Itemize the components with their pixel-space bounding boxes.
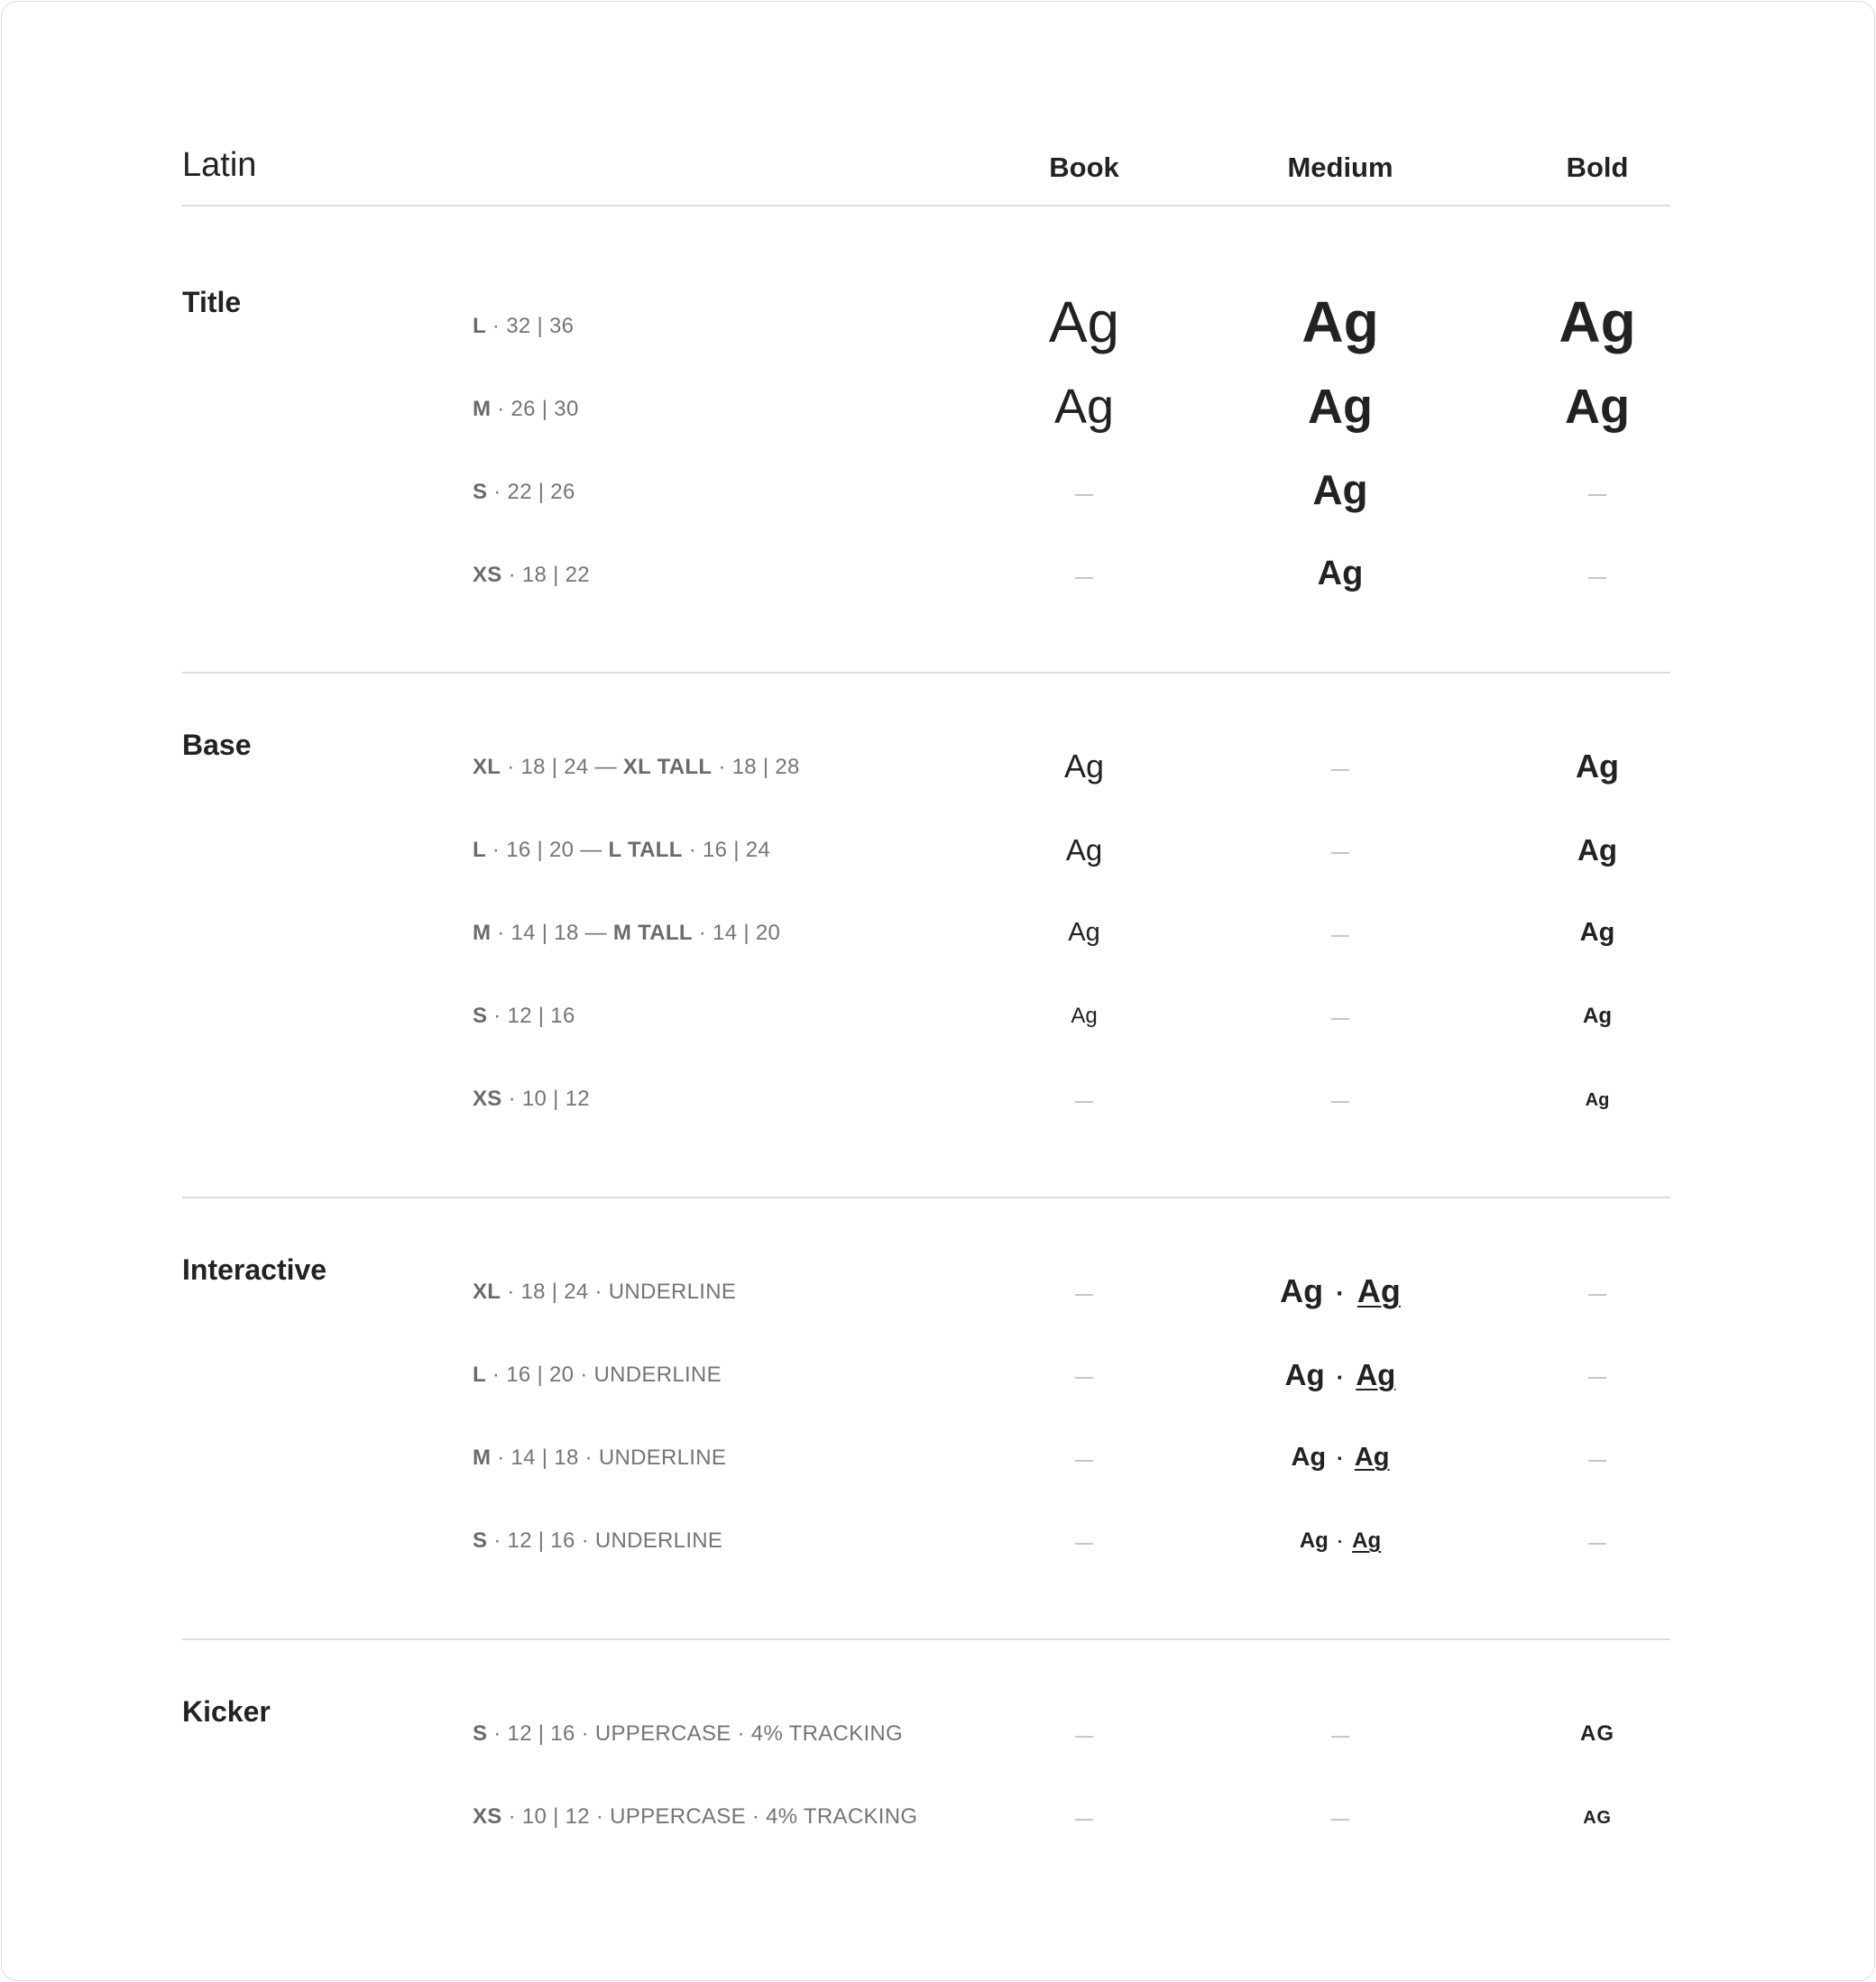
size-spec — [473, 397, 579, 422]
sample-book — [958, 577, 1210, 579]
size-metrics: · 12 | 16 · UPPERCASE · 4% TRACKING — [487, 1721, 904, 1746]
not-available-dash — [1075, 577, 1093, 579]
size-metrics: · 12 | 16 · UNDERLINE — [487, 1528, 723, 1553]
script-title: Latin — [182, 146, 257, 184]
sample-bold — [1471, 1377, 1724, 1379]
sample-bold — [1471, 1091, 1724, 1109]
size-label: M — [473, 397, 492, 421]
size-label: XS — [473, 1804, 502, 1829]
sample-bold — [1471, 1460, 1724, 1462]
size-spec — [473, 314, 574, 339]
sample-book — [958, 1377, 1210, 1379]
specimen-glyphs: Ag — [1565, 379, 1630, 434]
size-spec — [473, 1004, 575, 1029]
not-available-dash — [1588, 1294, 1606, 1296]
not-available-dash — [1075, 494, 1093, 496]
tall-size-metrics: · 16 | 24 — [682, 838, 771, 862]
section-title: Interactive — [182, 1253, 327, 1286]
section-title: Kicker — [182, 1695, 271, 1728]
sample-book — [958, 379, 1210, 434]
sample-medium — [1214, 1018, 1467, 1020]
sample-medium — [1214, 1530, 1467, 1552]
sample-medium — [1214, 1819, 1467, 1821]
size-label: M — [473, 1445, 492, 1470]
sample-book — [958, 832, 1210, 867]
not-available-dash — [1331, 1018, 1349, 1020]
specimen-glyphs: Ag — [1053, 379, 1115, 434]
size-metrics: · 14 | 18 — — [491, 921, 613, 945]
tall-size-metrics: · 18 | 28 — [712, 755, 800, 779]
size-label: XS — [473, 563, 502, 587]
not-available-dash — [1331, 1736, 1349, 1738]
specimen-glyphs: Ag — [1301, 289, 1379, 355]
column-header-medium: Medium — [1287, 151, 1393, 183]
sample-book — [958, 1543, 1210, 1545]
not-available-dash — [1075, 1101, 1093, 1103]
not-available-dash — [1075, 1294, 1093, 1296]
specimen-glyphs: Ag — [1048, 289, 1120, 355]
separator-dot: · — [1337, 1446, 1344, 1471]
sample-bold — [1471, 379, 1724, 434]
size-label: L — [473, 1363, 486, 1387]
size-metrics: · 16 | 20 · UNDERLINE — [485, 1363, 722, 1387]
specimen-underlined[interactable]: Ag — [1354, 1443, 1390, 1473]
not-available-dash — [1075, 1377, 1093, 1379]
not-available-dash — [1075, 1543, 1093, 1545]
section-title: Base — [182, 729, 252, 761]
size-metrics: · 16 | 20 — — [485, 838, 609, 862]
size-spec — [473, 1087, 590, 1112]
sample-medium — [1214, 935, 1467, 937]
not-available-dash — [1588, 1543, 1606, 1545]
size-metrics: · 12 | 16 — [487, 1004, 575, 1028]
size-metrics: · 22 | 26 — [487, 480, 575, 504]
specimen-glyphs: Ag — [1585, 1089, 1610, 1110]
size-spec — [473, 921, 780, 946]
size-spec — [473, 480, 575, 505]
specimen-glyphs: Ag — [1583, 1004, 1612, 1029]
sample-medium — [1214, 1357, 1467, 1391]
sample-medium — [1214, 556, 1467, 591]
sample-bold — [1471, 289, 1724, 355]
specimen-glyphs: Ag — [1577, 832, 1617, 867]
size-metrics: · 18 | 24 — — [501, 755, 623, 779]
specimen-underlined[interactable]: Ag — [1352, 1528, 1382, 1554]
sample-book — [958, 494, 1210, 496]
section-base — [182, 672, 1670, 1198]
specimen-glyphs: Ag — [1308, 379, 1373, 434]
size-metrics: · 32 | 36 — [485, 314, 575, 338]
size-spec — [473, 1804, 917, 1830]
column-header-book: Book — [1049, 151, 1119, 183]
sample-book — [958, 1005, 1210, 1027]
size-spec — [473, 563, 590, 588]
not-available-dash — [1331, 1819, 1349, 1821]
not-available-dash — [1075, 1460, 1093, 1462]
sample-book — [958, 1101, 1210, 1103]
sample-book — [958, 920, 1210, 946]
not-available-dash — [1075, 1736, 1093, 1738]
not-available-dash — [1588, 1460, 1606, 1462]
tall-size-metrics: · 14 | 20 — [692, 921, 781, 945]
sample-book — [958, 1460, 1210, 1462]
specimen-glyphs: Ag — [1299, 1528, 1329, 1554]
size-label: L — [473, 838, 486, 862]
specimen-glyphs: AG — [1583, 1807, 1612, 1828]
sample-book — [958, 1819, 1210, 1821]
section-title: Title — [182, 286, 242, 318]
specimen-glyphs: Ag — [1284, 1357, 1325, 1391]
sample-medium — [1214, 466, 1467, 514]
section-kicker — [182, 1638, 1670, 1945]
size-spec — [473, 1721, 903, 1747]
specimen-glyphs: Ag — [1312, 466, 1368, 514]
sample-bold — [1471, 494, 1724, 496]
column-header-bold: Bold — [1566, 151, 1629, 183]
separator-dot: · — [1336, 1363, 1345, 1390]
specimen-glyphs: Ag — [1068, 918, 1100, 948]
size-label: XL — [473, 1280, 501, 1304]
size-label: S — [473, 1528, 488, 1553]
sample-book — [958, 747, 1210, 785]
size-metrics: · 18 | 24 · UNDERLINE — [501, 1280, 737, 1304]
size-label: XS — [473, 1087, 502, 1111]
size-spec — [473, 1280, 736, 1305]
size-spec — [473, 838, 770, 863]
sample-medium — [1214, 852, 1467, 854]
sample-book — [958, 1294, 1210, 1296]
not-available-dash — [1588, 577, 1606, 579]
sample-medium — [1214, 769, 1467, 771]
specimen-glyphs: Ag — [1317, 555, 1364, 593]
specimen-glyphs: Ag — [1071, 1004, 1098, 1029]
size-label: S — [473, 1004, 488, 1028]
sample-book — [958, 289, 1210, 355]
sample-medium — [1214, 379, 1467, 434]
specimen-glyphs: Ag — [1559, 289, 1636, 355]
size-label: L — [473, 314, 486, 338]
specimen-underlined[interactable]: Ag — [1356, 1271, 1401, 1309]
specimen-glyphs: Ag — [1280, 1271, 1324, 1309]
sample-book — [958, 1736, 1210, 1738]
specimen-glyphs: Ag — [1579, 918, 1615, 948]
sample-bold — [1471, 1809, 1724, 1827]
sample-bold — [1471, 1005, 1724, 1027]
size-metrics: · 10 | 12 · UPPERCASE · 4% TRACKING — [501, 1804, 918, 1829]
sample-bold — [1471, 832, 1724, 867]
not-available-dash — [1331, 852, 1349, 854]
specimen-underlined[interactable]: Ag — [1356, 1357, 1396, 1391]
sample-medium — [1214, 1736, 1467, 1738]
sample-medium — [1214, 1271, 1467, 1309]
separator-dot: · — [1336, 1279, 1345, 1308]
specimen-glyphs: AG — [1580, 1721, 1614, 1747]
sample-bold — [1471, 920, 1724, 946]
type-scale-card — [1, 1, 1875, 1981]
tall-size-label: XL TALL — [622, 755, 713, 779]
size-metrics: · 14 | 18 · UNDERLINE — [491, 1445, 727, 1470]
specimen-glyphs: Ag — [1063, 747, 1105, 785]
not-available-dash — [1331, 935, 1349, 937]
sample-bold — [1471, 1543, 1724, 1545]
specimen-glyphs: Ag — [1576, 747, 1619, 785]
table-header — [182, 2, 1670, 206]
tall-size-label: L TALL — [608, 838, 683, 862]
not-available-dash — [1588, 1377, 1606, 1379]
size-label: XL — [473, 755, 501, 779]
size-metrics: · 18 | 22 — [501, 563, 590, 587]
specimen-glyphs: Ag — [1291, 1443, 1327, 1473]
not-available-dash — [1588, 494, 1606, 496]
size-spec — [473, 1528, 722, 1554]
size-label: S — [473, 1721, 488, 1746]
not-available-dash — [1331, 769, 1349, 771]
tall-size-label: M TALL — [612, 921, 693, 945]
separator-dot: · — [1337, 1533, 1344, 1553]
section-interactive — [182, 1197, 1670, 1640]
size-spec — [473, 755, 800, 780]
sample-medium — [1214, 1101, 1467, 1103]
section-title — [182, 205, 1670, 674]
sample-bold — [1471, 1723, 1724, 1745]
size-spec — [473, 1445, 726, 1471]
sample-bold — [1471, 747, 1724, 785]
sample-bold — [1471, 1294, 1724, 1296]
not-available-dash — [1075, 1819, 1093, 1821]
size-metrics: · 26 | 30 — [491, 397, 579, 421]
size-label: S — [473, 480, 488, 504]
size-label: M — [473, 921, 492, 945]
size-metrics: · 10 | 12 — [501, 1087, 590, 1111]
sample-bold — [1471, 577, 1724, 579]
size-spec — [473, 1363, 722, 1388]
specimen-glyphs: Ag — [1065, 832, 1103, 867]
sample-medium — [1214, 1445, 1467, 1471]
not-available-dash — [1331, 1101, 1349, 1103]
sample-medium — [1214, 289, 1467, 355]
